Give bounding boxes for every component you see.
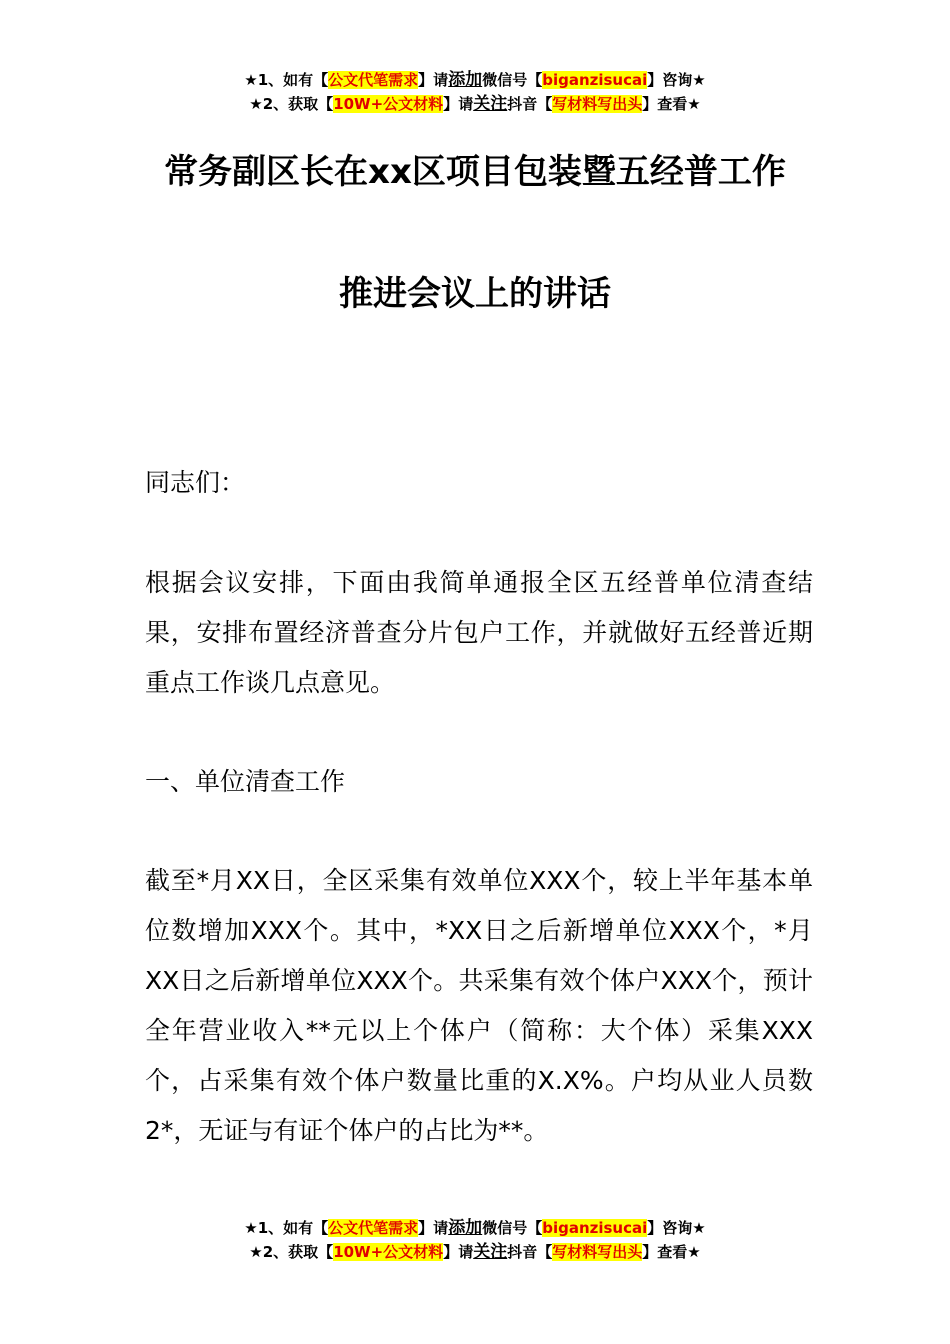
promo-text: 抖音【 <box>507 1243 553 1261</box>
promo-highlight: 10W+公文材料 <box>333 95 444 113</box>
promo-highlight: 写材料写出头 <box>552 95 643 113</box>
promo-highlight: 公文代笔需求 <box>328 1219 419 1237</box>
document-title-line-2: 推进会议上的讲话 <box>339 274 611 314</box>
promo-text: 】请 <box>443 95 474 113</box>
section-paragraph: 截至*月XX日，全区采集有效单位XXX个，较上半年基本单位数增加XXX个。其中，*XX日之后新增单位XXX个，*月XX日之后新增单位XXX个。共采集有效个体户XXX个，预计全年营业收入**元以上个体户（简称：大个体）采集XXX个，占采集有效个体户数量比重的X.X%。户均从业人员数2*，无证与有证个体户的占比为**。 <box>145 866 813 1145</box>
promo-highlight: 公文代笔需求 <box>328 71 419 89</box>
promo-highlight: biganzisucai <box>542 71 648 89</box>
salutation: 同志们： <box>145 468 246 497</box>
promo-line-1 <box>0 68 950 92</box>
promo-text: 微信号【 <box>482 71 543 89</box>
promo-emphasis: 关注 <box>473 1242 508 1262</box>
promo-text: ★1、如有【 <box>244 1219 329 1237</box>
promo-line-1 <box>0 1216 950 1240</box>
promo-emphasis: 添加 <box>448 1218 483 1238</box>
promo-highlight: 写材料写出头 <box>552 1243 643 1261</box>
promo-line-2 <box>0 1240 950 1264</box>
promo-text: 】查看★ <box>642 1243 701 1261</box>
promo-text: 微信号【 <box>482 1219 543 1237</box>
promo-banner-bottom <box>0 1216 950 1264</box>
promo-text: 】咨询★ <box>647 71 706 89</box>
promo-text: 】请 <box>418 71 449 89</box>
promo-text: ★2、获取【 <box>249 95 334 113</box>
document-title-line-1: 常务副区长在xx区项目包装暨五经普工作 <box>164 152 786 192</box>
promo-highlight: 10W+公文材料 <box>333 1243 444 1261</box>
promo-text: 】咨询★ <box>647 1219 706 1237</box>
promo-text: 】查看★ <box>642 95 701 113</box>
promo-text: ★1、如有【 <box>244 71 329 89</box>
promo-banner-top <box>0 68 950 116</box>
promo-text: 】请 <box>443 1243 474 1261</box>
promo-line-2 <box>0 92 950 116</box>
promo-emphasis: 添加 <box>448 70 483 90</box>
promo-text: ★2、获取【 <box>249 1243 334 1261</box>
promo-highlight: biganzisucai <box>542 1219 648 1237</box>
intro-paragraph: 根据会议安排，下面由我简单通报全区五经普单位清查结果，安排布置经济普查分片包户工作，并就做好五经普近期重点工作谈几点意见。 <box>145 568 813 697</box>
promo-emphasis: 关注 <box>473 94 508 114</box>
promo-text: 抖音【 <box>507 95 553 113</box>
section-heading: 一、单位清查工作 <box>145 767 346 796</box>
promo-text: 】请 <box>418 1219 449 1237</box>
